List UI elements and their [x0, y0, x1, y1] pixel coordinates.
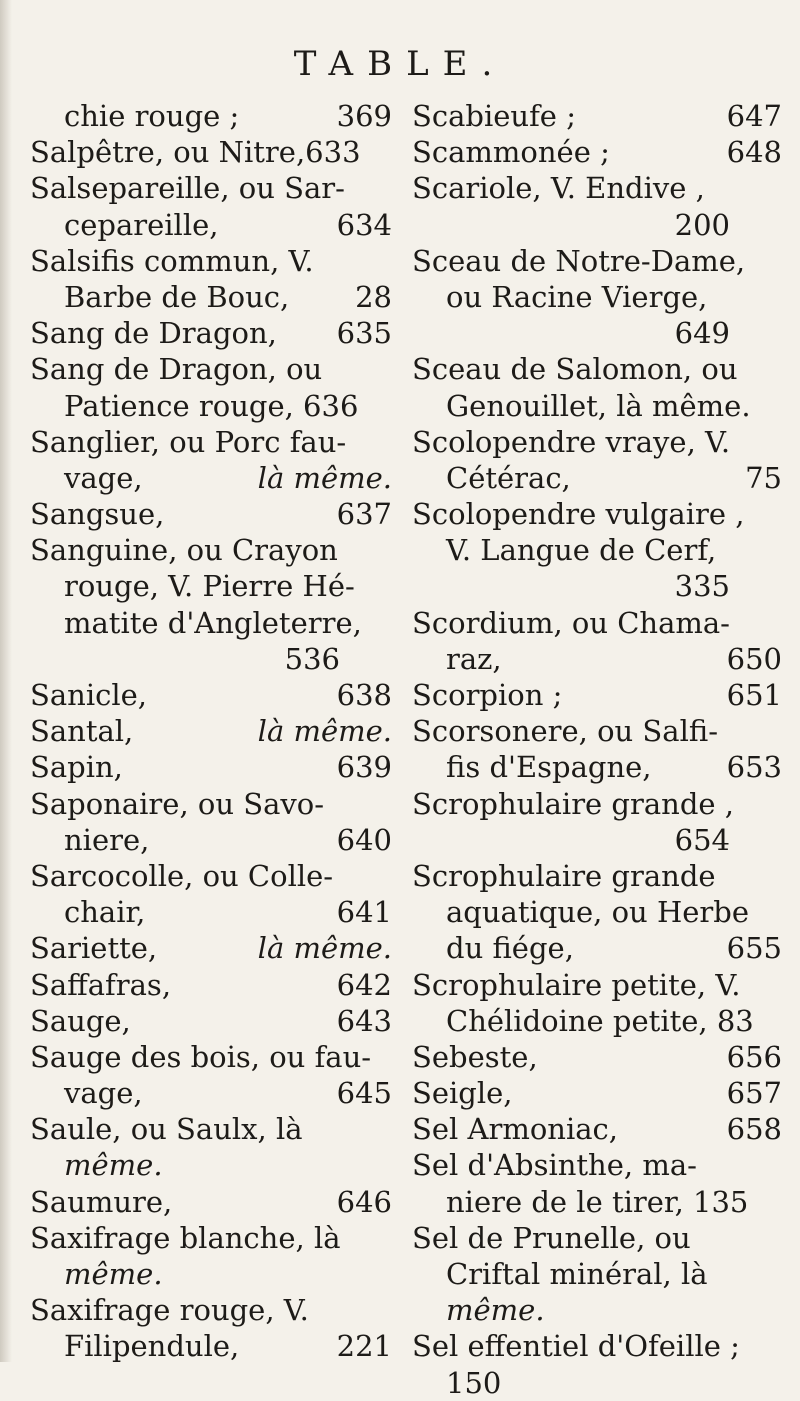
index-entry-line: [412, 822, 790, 858]
entry-page-ref: 200: [674, 207, 730, 242]
index-entry-line: [412, 1256, 790, 1292]
entry-text: Chélidoine petite, 83: [446, 1003, 754, 1038]
index-entry-line: [412, 930, 790, 966]
index-entry-line: [412, 967, 790, 1003]
index-entry-line: [30, 1328, 400, 1364]
index-entry-line: [30, 1147, 400, 1183]
entry-text: Criftal minéral, là: [446, 1257, 708, 1291]
index-entry-line: [412, 1184, 790, 1220]
entry-page-ref: 648: [726, 135, 782, 170]
entry-text: Sapin,: [30, 750, 123, 785]
index-entry-line: [412, 315, 790, 351]
index-entry-line: [412, 170, 790, 206]
index-entry-line: [412, 134, 790, 170]
entry-text: Sceau de Notre-Dame,: [412, 243, 746, 278]
entry-text: Scordium, ou Chama-: [412, 605, 730, 640]
entry-text: Cétérac,: [446, 460, 571, 495]
entry-text: V. Langue de Cerf,: [446, 533, 717, 568]
index-entry-line: [30, 1039, 400, 1075]
index-entry-line: [412, 1003, 790, 1039]
entry-text: chair,: [64, 895, 146, 930]
index-entry-line: [30, 858, 400, 894]
entry-page-ref: 655: [726, 931, 782, 966]
index-entry-line: [412, 532, 790, 568]
index-entry-line: [30, 207, 400, 243]
entry-page-ref: là même.: [257, 460, 392, 495]
entry-page-ref: 637: [336, 497, 392, 532]
entry-text: Sel effentiel d'Ofeille ;: [412, 1329, 740, 1364]
index-entry-line: [30, 388, 400, 424]
index-entry-line: [30, 460, 400, 496]
entry-text: Sel de Prunelle, ou: [412, 1220, 691, 1255]
entry-text: vage,: [64, 460, 143, 495]
index-entry-line: [412, 351, 790, 387]
entry-text: Scariole, V. Endive ,: [412, 171, 705, 206]
entry-text: niere de le tirer, 135: [446, 1184, 749, 1219]
index-entry-line: [412, 243, 790, 279]
entry-page-ref: 639: [336, 750, 392, 785]
index-entry-line: [412, 460, 790, 496]
entry-text: Scolopendre vraye, V.: [412, 424, 731, 459]
entry-text: Scammonée ;: [412, 135, 610, 170]
entry-text: Sauge,: [30, 1003, 131, 1038]
entry-text: même.: [64, 1148, 163, 1183]
index-entry-line: [412, 749, 790, 785]
entry-text: Scorpion ;: [412, 678, 563, 712]
entry-text: matite d'Angleterre,: [64, 605, 362, 640]
entry-page-ref: 369: [336, 99, 392, 133]
index-entry-line: [30, 532, 400, 568]
entry-text: Santal,: [30, 714, 134, 749]
index-entry-line: [412, 641, 790, 677]
entry-page-ref: 643: [336, 1003, 392, 1038]
index-entry-line: [412, 1328, 790, 1364]
index-entry-line: [30, 605, 400, 641]
entry-page-ref: là même.: [257, 714, 392, 749]
index-entry-line: [30, 967, 400, 1003]
index-entry-line: [30, 1256, 400, 1292]
index-entry-line: [412, 98, 790, 134]
entry-page-ref: 656: [726, 1039, 782, 1074]
entry-text: Salsifis commun, V.: [30, 243, 314, 278]
index-entry-line: [412, 207, 790, 243]
entry-text: Sang de Dragon,: [30, 316, 277, 351]
index-entry-line: [30, 170, 400, 206]
entry-text: Sanicle,: [30, 678, 148, 712]
entry-page-ref: 640: [336, 822, 392, 857]
entry-text: Barbe de Bouc,: [64, 279, 290, 314]
entry-text: Saponaire, ou Savo-: [30, 786, 325, 821]
entry-page-ref: 335: [674, 569, 730, 604]
index-entry-line: [30, 641, 400, 677]
index-entry-line: [412, 388, 790, 424]
index-entry-line: [412, 677, 790, 713]
index-entry-line: [412, 858, 790, 894]
entry-page-ref: 634: [336, 207, 392, 242]
entry-page-ref: 642: [336, 967, 392, 1002]
entry-text: Saumure,: [30, 1184, 173, 1219]
index-entry-line: [30, 1111, 400, 1147]
entry-text: Sauge des bois, ou fau-: [30, 1039, 372, 1074]
entry-text: Salpêtre, ou Nitre,633: [30, 135, 361, 170]
entry-page-ref: 28: [355, 279, 392, 314]
entry-page-ref: 75: [745, 460, 782, 495]
entry-text: Filipendule,: [64, 1329, 240, 1364]
index-entry-line: [412, 568, 790, 604]
right-column: [412, 98, 790, 1401]
entry-page-ref: 647: [726, 99, 782, 133]
entry-text: Saxifrage blanche, là: [30, 1220, 341, 1255]
index-entry-line: [412, 496, 790, 532]
index-entry-line: [30, 243, 400, 279]
entry-text: niere,: [64, 822, 150, 857]
entry-page-ref: 654: [674, 822, 730, 857]
index-entry-line: [30, 749, 400, 785]
index-entry-line: [30, 1220, 400, 1256]
entry-text: même.: [64, 1257, 163, 1291]
entry-text: Scolopendre vulgaire ,: [412, 497, 745, 532]
index-entry-line: [30, 134, 400, 170]
entry-text: du fiége,: [446, 931, 574, 966]
entry-text: raz,: [446, 641, 502, 676]
index-entry-line: [30, 677, 400, 713]
entry-page-ref: 650: [726, 641, 782, 676]
entry-text: Saxifrage rouge, V.: [30, 1293, 309, 1328]
entry-text: Genouillet, là même.: [446, 388, 751, 423]
entry-text: cepareille,: [64, 207, 219, 242]
entry-text: même.: [446, 1293, 545, 1328]
entry-text: Scrophulaire petite, V.: [412, 967, 741, 1002]
entry-page-ref: 221: [336, 1329, 392, 1364]
entry-text: Patience rouge, 636: [64, 388, 359, 423]
index-entry-line: [30, 568, 400, 604]
entry-text: Sarcocolle, ou Colle-: [30, 858, 334, 893]
entry-text: ou Racine Vierge,: [446, 279, 708, 314]
entry-text: fis d'Espagne,: [446, 750, 652, 785]
entry-text: Sariette,: [30, 931, 158, 966]
index-entry-line: [30, 930, 400, 966]
index-entry-line: [412, 279, 790, 315]
entry-page-ref: 641: [336, 895, 392, 930]
left-column: [30, 98, 400, 1365]
index-entry-line: [412, 424, 790, 460]
index-entry-line: [412, 1220, 790, 1256]
entry-text: Sanglier, ou Porc fau-: [30, 424, 347, 459]
entry-page-ref: 638: [336, 678, 392, 712]
entry-page-ref: 646: [336, 1184, 392, 1219]
entry-page-ref: 657: [726, 1076, 782, 1111]
entry-text: Scabieufe ;: [412, 99, 576, 133]
entry-text: Sel d'Absinthe, ma-: [412, 1148, 697, 1183]
entry-text: Sang de Dragon, ou: [30, 352, 323, 387]
index-entry-line: [30, 786, 400, 822]
entry-text: Sebeste,: [412, 1039, 538, 1074]
entry-text: Scorsonere, ou Salfi-: [412, 714, 719, 749]
entry-page-ref: là même.: [257, 931, 392, 966]
entry-page-ref: 536: [284, 641, 340, 676]
entry-text: chie rouge ;: [64, 99, 240, 133]
entry-page-ref: 645: [336, 1076, 392, 1111]
entry-text: Sceau de Salomon, ou: [412, 352, 738, 387]
index-entry-line: [30, 98, 400, 134]
index-entry-line: [412, 1111, 790, 1147]
page-title: TABLE.: [293, 44, 507, 84]
index-entry-line: [30, 351, 400, 387]
entry-text: Sel Armoniac,: [412, 1112, 618, 1147]
entry-text: Scrophulaire grande ,: [412, 786, 734, 821]
entry-text: Saffafras,: [30, 967, 172, 1002]
entry-page-ref: 651: [726, 678, 782, 712]
entry-text: rouge, V. Pierre Hé-: [64, 569, 355, 604]
page-number: 150: [446, 1365, 502, 1400]
index-entry-line: [30, 424, 400, 460]
entry-page-ref: 658: [726, 1112, 782, 1147]
entry-text: Saule, ou Saulx, là: [30, 1112, 303, 1147]
entry-page-ref: 635: [336, 316, 392, 351]
entry-text: Sangsue,: [30, 497, 165, 532]
entry-page-ref: 649: [674, 316, 730, 351]
index-entry-line: [30, 713, 400, 749]
index-entry-line: [30, 1184, 400, 1220]
index-entry-line: [412, 713, 790, 749]
index-entry-line: [30, 822, 400, 858]
index-entry-line: [412, 1039, 790, 1075]
index-entry-line: [30, 1003, 400, 1039]
page-edge-shadow: [0, 0, 12, 1362]
index-entry-line: [30, 1292, 400, 1328]
index-entry-line: [412, 1075, 790, 1111]
index-entry-line: [412, 1147, 790, 1183]
entry-text: Salsepareille, ou Sar-: [30, 171, 345, 206]
entry-text: Scrophulaire grande: [412, 858, 716, 893]
index-entry-line: [412, 894, 790, 930]
index-entry-line: [412, 786, 790, 822]
entry-text: Sanguine, ou Crayon: [30, 533, 338, 568]
entry-text: Seigle,: [412, 1076, 513, 1111]
index-entry-line: [30, 315, 400, 351]
entry-text: vage,: [64, 1076, 143, 1111]
entry-text: aquatique, ou Herbe: [446, 895, 749, 930]
index-entry-line: [30, 1075, 400, 1111]
index-entry-line: [30, 279, 400, 315]
index-entry-line: [412, 1292, 790, 1328]
index-entry-line: [412, 605, 790, 641]
entry-page-ref: 653: [726, 750, 782, 785]
index-entry-line: [30, 894, 400, 930]
index-entry-line: [30, 496, 400, 532]
